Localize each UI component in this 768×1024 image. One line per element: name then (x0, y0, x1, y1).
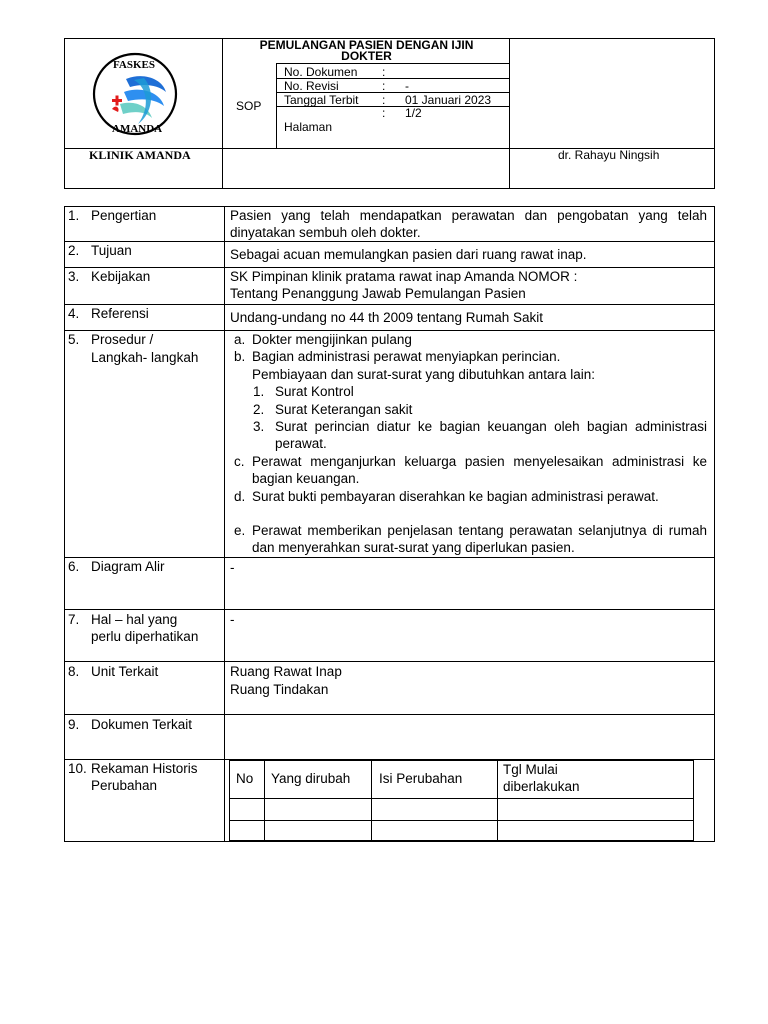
meta-label-revisi: No. Revisi (284, 79, 339, 93)
meta-sep-halaman: : (382, 106, 386, 120)
table-column-divider (224, 206, 225, 842)
meta-value-halaman: 1/2 (405, 106, 422, 120)
step-e-text: Perawat memberikan penjelasan tentang perawatan selanjutnya di rumah dan menyerahkan surat-surat yang diperlukan pasien. (252, 523, 707, 555)
row-number: 5. (68, 332, 80, 347)
sub-item-text: Surat Kontrol (275, 384, 354, 399)
row-label-pengertian: Pengertian (91, 208, 157, 223)
step-letter-c: c. (234, 454, 245, 469)
row-number: 7. (68, 612, 80, 627)
meta-label-dokumen: No. Dokumen (284, 65, 358, 79)
row-label-rekaman-1: Rekaman Historis (91, 761, 198, 776)
row-label-rekaman-2: Perubahan (91, 778, 158, 793)
meta-sep-terbit: : (382, 93, 386, 107)
row-label-hal-1: Hal – hal yang (91, 612, 178, 627)
step-c-text: Perawat menganjurkan keluarga pasien menyelesaikan administrasi ke bagian keuangan. (252, 454, 707, 486)
sop-label: SOP (236, 99, 262, 113)
document-title: PEMULANGAN PASIEN DENGAN IJIN DOKTER (259, 38, 474, 63)
step-letter-b: b. (234, 349, 246, 364)
row-label-hal-2: perlu diperhatikan (91, 629, 199, 644)
header-divider-right (509, 38, 510, 189)
meta-value-terbit: 01 Januari 2023 (405, 93, 492, 107)
diagram-text: - (230, 560, 235, 575)
pengertian-text: Pasien yang telah mendapatkan perawatan dan pengobatan yang telah dinyatakan sembuh oleh dokter. (230, 208, 707, 240)
row-label-diagram: Diagram Alir (91, 559, 165, 574)
step-a-text: Dokter mengijinkan pulang (252, 332, 412, 347)
step-letter-d: d. (234, 489, 246, 504)
revision-col-line-3 (497, 760, 498, 841)
tujuan-text: Sebagai acuan memulangkan pasien dari ruang rawat inap. (230, 247, 587, 262)
row-line-3 (64, 304, 715, 305)
step-letter-e: e. (234, 523, 246, 538)
revision-header-changed: Yang dirubah (271, 771, 351, 786)
row-number: 10. (68, 761, 87, 776)
revision-header-no: No (236, 771, 254, 786)
revision-row-line-2 (229, 820, 694, 821)
revision-header-date: Tgl Mulai diberlakukan (503, 762, 580, 794)
row-line-6 (64, 609, 715, 610)
signatory-name: dr. Rahayu Ningsih (558, 148, 660, 162)
row-line-8 (64, 714, 715, 715)
row-number: 4. (68, 306, 80, 321)
row-number: 8. (68, 664, 80, 679)
sub-item-number: 2. (253, 402, 265, 417)
hal-text: - (230, 612, 235, 627)
row-number: 3. (68, 269, 80, 284)
kebijakan-line-2: Tentang Penanggung Jawab Pemulangan Pasien (230, 286, 526, 301)
header-divider-logo (222, 38, 223, 189)
row-number: 6. (68, 559, 80, 574)
meta-sep-revisi: : (382, 79, 386, 93)
kebijakan-line-1: SK Pimpinan klinik pratama rawat inap Amanda NOMOR : (230, 269, 578, 284)
sub-item-number: 3. (253, 419, 265, 434)
row-label-referensi: Referensi (91, 306, 149, 321)
row-number: 9. (68, 717, 80, 732)
referensi-text: Undang-undang no 44 th 2009 tentang Rumah Sakit (230, 310, 543, 325)
row-number: 2. (68, 243, 80, 258)
row-label-tujuan: Tujuan (91, 243, 132, 258)
step-b-text: Bagian administrasi perawat menyiapkan perincian. (252, 349, 561, 364)
meta-value-revisi: - (405, 79, 409, 93)
row-line-7 (64, 661, 715, 662)
meta-label-halaman: Halaman (284, 120, 333, 134)
step-d-text: Surat bukti pembayaran diserahkan ke bagian administrasi perawat. (252, 489, 659, 504)
unit-line-1: Ruang Rawat Inap (230, 664, 342, 679)
revision-col-line-1 (264, 760, 265, 841)
revision-row-line-1 (229, 798, 694, 799)
revision-header-content: Isi Perubahan (379, 771, 463, 786)
row-label-unit: Unit Terkait (91, 664, 159, 679)
row-label-dokumen: Dokumen Terkait (91, 717, 193, 732)
step-letter-a: a. (234, 332, 246, 347)
clinic-name: KLINIK AMANDA (89, 148, 191, 162)
sub-item-number: 1. (253, 384, 265, 399)
logo-bottom-text: AMANDA (112, 123, 163, 135)
step-b-subtext: Pembiayaan dan surat-surat yang dibutuhkan antara lain: (252, 367, 595, 382)
sub-item-text: Surat Keterangan sakit (275, 402, 413, 417)
meta-sep-dokumen: : (382, 65, 386, 79)
row-number: 1. (68, 208, 80, 223)
meta-label-terbit: Tanggal Terbit (284, 93, 359, 107)
revision-col-line-2 (371, 760, 372, 841)
row-label-prosedur-1: Prosedur / (91, 332, 154, 347)
unit-line-2: Ruang Tindakan (230, 682, 329, 697)
faskes-logo (90, 52, 180, 140)
row-label-kebijakan: Kebijakan (91, 269, 151, 284)
row-line-1 (64, 241, 715, 242)
row-label-prosedur-2: Langkah- langkah (91, 350, 199, 365)
sub-item-text: Surat perincian diatur ke bagian keuangan oleh bagian administrasi perawat. (275, 419, 707, 451)
header-divider-title (276, 63, 509, 64)
logo-top-text: FASKES (113, 59, 155, 71)
